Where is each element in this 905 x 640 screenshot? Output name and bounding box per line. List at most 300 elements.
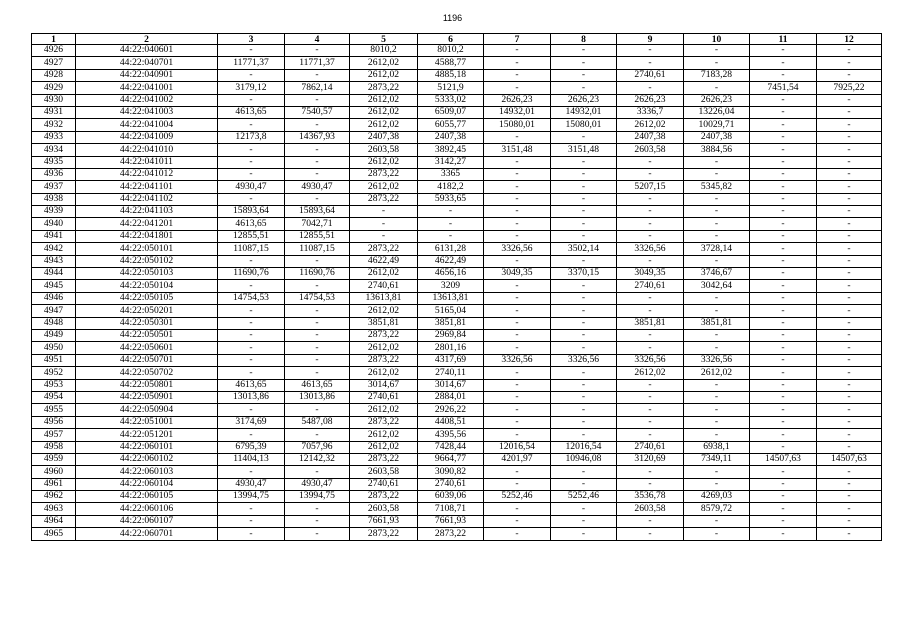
value-cell: - xyxy=(617,305,684,317)
value-cell: - xyxy=(285,354,350,366)
value-cell: 2873,22 xyxy=(350,329,418,341)
value-cell: - xyxy=(484,69,551,81)
cadastral-code-cell: 44:22:060101 xyxy=(76,441,218,453)
cadastral-code-cell: 44:22:041001 xyxy=(76,82,218,94)
table-row xyxy=(32,106,882,118)
value-cell: 15893,64 xyxy=(285,206,350,218)
value-cell: 3151,48 xyxy=(484,144,551,156)
cadastral-code-cell: 44:22:041009 xyxy=(76,131,218,143)
value-cell: 11404,13 xyxy=(218,453,285,465)
value-cell: - xyxy=(684,156,750,168)
value-cell: - xyxy=(350,206,418,218)
column-header-7: 7 xyxy=(484,34,551,45)
column-header-6: 6 xyxy=(418,34,484,45)
value-cell: 4613,65 xyxy=(218,218,285,230)
value-cell: - xyxy=(551,367,617,379)
value-cell: 4269,03 xyxy=(684,491,750,503)
row-number-cell: 4926 xyxy=(32,45,76,57)
value-cell: - xyxy=(750,69,817,81)
row-number-cell: 4961 xyxy=(32,478,76,490)
cadastral-code-cell: 44:22:050201 xyxy=(76,305,218,317)
table-row xyxy=(32,453,882,465)
value-cell: 3042,64 xyxy=(684,280,750,292)
row-number-cell: 4964 xyxy=(32,515,76,527)
value-cell: - xyxy=(617,193,684,205)
value-cell: - xyxy=(750,429,817,441)
value-cell: 6938,1 xyxy=(684,441,750,453)
value-cell: 5333,02 xyxy=(418,94,484,106)
value-cell: 13226,04 xyxy=(684,106,750,118)
value-cell: 2407,38 xyxy=(350,131,418,143)
value-cell: - xyxy=(551,131,617,143)
value-cell: - xyxy=(551,416,617,428)
value-cell: - xyxy=(285,255,350,267)
table-row xyxy=(32,528,882,540)
value-cell: - xyxy=(218,329,285,341)
value-cell: - xyxy=(484,503,551,515)
cadastral-code-cell: 44:22:050901 xyxy=(76,391,218,403)
value-cell: 2612,02 xyxy=(617,367,684,379)
value-cell: - xyxy=(617,478,684,490)
value-cell: 5252,46 xyxy=(484,491,551,503)
value-cell: 4930,47 xyxy=(285,478,350,490)
value-cell: - xyxy=(750,119,817,131)
value-cell: - xyxy=(684,82,750,94)
value-cell: - xyxy=(285,404,350,416)
table-row xyxy=(32,466,882,478)
value-cell: 2603,58 xyxy=(350,466,418,478)
value-cell: - xyxy=(285,69,350,81)
value-cell: - xyxy=(750,57,817,69)
value-cell: - xyxy=(817,94,882,106)
value-cell: - xyxy=(817,528,882,540)
value-cell: 8010,2 xyxy=(350,45,418,57)
value-cell: 7661,93 xyxy=(350,515,418,527)
table-body xyxy=(32,45,882,541)
value-cell: - xyxy=(484,416,551,428)
column-header-8: 8 xyxy=(551,34,617,45)
value-cell: - xyxy=(617,156,684,168)
table-row xyxy=(32,280,882,292)
value-cell: - xyxy=(551,391,617,403)
value-cell: - xyxy=(684,305,750,317)
value-cell: 2407,38 xyxy=(418,131,484,143)
value-cell: - xyxy=(484,193,551,205)
row-number-cell: 4951 xyxy=(32,354,76,366)
table-row xyxy=(32,491,882,503)
value-cell: 2612,02 xyxy=(350,342,418,354)
value-cell: 10946,08 xyxy=(551,453,617,465)
row-number-cell: 4928 xyxy=(32,69,76,81)
value-cell: 7540,57 xyxy=(285,106,350,118)
value-cell: 12173,8 xyxy=(218,131,285,143)
value-cell: 13613,81 xyxy=(418,292,484,304)
value-cell: - xyxy=(350,230,418,242)
value-cell: - xyxy=(617,57,684,69)
value-cell: - xyxy=(750,379,817,391)
value-cell: - xyxy=(285,45,350,57)
table-row xyxy=(32,292,882,304)
cadastral-code-cell: 44:22:050301 xyxy=(76,317,218,329)
value-cell: 3851,81 xyxy=(684,317,750,329)
value-cell: - xyxy=(551,156,617,168)
cadastral-code-cell: 44:22:040901 xyxy=(76,69,218,81)
value-cell: - xyxy=(684,379,750,391)
value-cell: - xyxy=(218,119,285,131)
value-cell: 11690,76 xyxy=(285,268,350,280)
value-cell: 3728,14 xyxy=(684,243,750,255)
value-cell: 13994,75 xyxy=(285,491,350,503)
value-cell: - xyxy=(750,317,817,329)
row-number-cell: 4927 xyxy=(32,57,76,69)
cadastral-code-cell: 44:22:041002 xyxy=(76,94,218,106)
value-cell: 2884,01 xyxy=(418,391,484,403)
value-cell: - xyxy=(551,329,617,341)
value-cell: 7428,44 xyxy=(418,441,484,453)
value-cell: 3174,69 xyxy=(218,416,285,428)
value-cell: 3336,7 xyxy=(617,106,684,118)
value-cell: 2612,02 xyxy=(350,305,418,317)
value-cell: 11087,15 xyxy=(285,243,350,255)
table-row xyxy=(32,131,882,143)
table-row xyxy=(32,69,882,81)
value-cell: 7183,28 xyxy=(684,69,750,81)
value-cell: 10029,71 xyxy=(684,119,750,131)
cadastral-code-cell: 44:22:041201 xyxy=(76,218,218,230)
row-number-cell: 4956 xyxy=(32,416,76,428)
value-cell: - xyxy=(218,94,285,106)
value-cell: 4930,47 xyxy=(285,181,350,193)
value-cell: 15080,01 xyxy=(484,119,551,131)
value-cell: 3851,81 xyxy=(350,317,418,329)
value-cell: 15893,64 xyxy=(218,206,285,218)
value-cell: 4317,69 xyxy=(418,354,484,366)
table-row xyxy=(32,168,882,180)
value-cell: - xyxy=(750,292,817,304)
value-cell: 2603,58 xyxy=(350,503,418,515)
value-cell: 2873,22 xyxy=(350,416,418,428)
value-cell: - xyxy=(551,45,617,57)
table-row xyxy=(32,503,882,515)
table-row xyxy=(32,404,882,416)
column-header-9: 9 xyxy=(617,34,684,45)
value-cell: 3851,81 xyxy=(418,317,484,329)
value-cell: - xyxy=(817,57,882,69)
value-cell: - xyxy=(750,243,817,255)
value-cell: 3326,56 xyxy=(684,354,750,366)
value-cell: 2612,02 xyxy=(350,57,418,69)
value-cell: - xyxy=(617,528,684,540)
value-cell: 2612,02 xyxy=(617,119,684,131)
value-cell: - xyxy=(551,230,617,242)
row-number-cell: 4947 xyxy=(32,305,76,317)
value-cell: - xyxy=(484,404,551,416)
value-cell: 2740,61 xyxy=(617,441,684,453)
value-cell: - xyxy=(484,391,551,403)
value-cell: - xyxy=(750,193,817,205)
value-cell: - xyxy=(484,342,551,354)
value-cell: 2873,22 xyxy=(350,193,418,205)
value-cell: - xyxy=(617,206,684,218)
page-number: 1196 xyxy=(442,13,463,23)
table-row xyxy=(32,255,882,267)
value-cell: - xyxy=(285,503,350,515)
cadastral-code-cell: 44:22:060102 xyxy=(76,453,218,465)
tariff-table xyxy=(31,33,882,541)
value-cell: 11690,76 xyxy=(218,268,285,280)
row-number-cell: 4932 xyxy=(32,119,76,131)
value-cell: - xyxy=(817,317,882,329)
row-number-cell: 4944 xyxy=(32,268,76,280)
value-cell: 14507,63 xyxy=(750,453,817,465)
cadastral-code-cell: 44:22:041102 xyxy=(76,193,218,205)
value-cell: - xyxy=(750,255,817,267)
value-cell: - xyxy=(484,181,551,193)
value-cell: 2626,23 xyxy=(484,94,551,106)
cadastral-code-cell: 44:22:050601 xyxy=(76,342,218,354)
column-header-5: 5 xyxy=(350,34,418,45)
value-cell: - xyxy=(817,144,882,156)
value-cell: 3142,27 xyxy=(418,156,484,168)
value-cell: - xyxy=(285,168,350,180)
value-cell: - xyxy=(750,478,817,490)
value-cell: - xyxy=(617,379,684,391)
value-cell: - xyxy=(285,280,350,292)
value-cell: 4930,47 xyxy=(218,181,285,193)
value-cell: - xyxy=(684,404,750,416)
value-cell: - xyxy=(684,342,750,354)
value-cell: - xyxy=(817,367,882,379)
value-cell: 3365 xyxy=(418,168,484,180)
table-row xyxy=(32,45,882,57)
cadastral-code-cell: 44:22:050101 xyxy=(76,243,218,255)
value-cell: - xyxy=(285,305,350,317)
value-cell: 4656,16 xyxy=(418,268,484,280)
cadastral-code-cell: 44:22:060107 xyxy=(76,515,218,527)
value-cell: - xyxy=(484,168,551,180)
value-cell: 4622,49 xyxy=(418,255,484,267)
value-cell: - xyxy=(218,466,285,478)
value-cell: - xyxy=(484,367,551,379)
value-cell: - xyxy=(285,367,350,379)
value-cell: 3014,67 xyxy=(418,379,484,391)
value-cell: 2612,02 xyxy=(350,106,418,118)
row-number-cell: 4935 xyxy=(32,156,76,168)
value-cell: 2612,02 xyxy=(350,69,418,81)
cadastral-code-cell: 44:22:050102 xyxy=(76,255,218,267)
value-cell: 4613,65 xyxy=(218,106,285,118)
value-cell: - xyxy=(484,305,551,317)
value-cell: 3090,82 xyxy=(418,466,484,478)
value-cell: - xyxy=(218,367,285,379)
value-cell: - xyxy=(218,342,285,354)
table-row xyxy=(32,156,882,168)
value-cell: - xyxy=(684,255,750,267)
value-cell: - xyxy=(551,57,617,69)
value-cell: - xyxy=(484,317,551,329)
value-cell: 2873,22 xyxy=(350,354,418,366)
value-cell: 2603,58 xyxy=(617,144,684,156)
value-cell: 4613,65 xyxy=(285,379,350,391)
tariff-table-container xyxy=(31,33,881,541)
value-cell: 5165,04 xyxy=(418,305,484,317)
value-cell: 2740,61 xyxy=(418,478,484,490)
value-cell: - xyxy=(218,515,285,527)
value-cell: - xyxy=(750,181,817,193)
cadastral-code-cell: 44:22:051001 xyxy=(76,416,218,428)
value-cell: - xyxy=(484,515,551,527)
value-cell: 3746,67 xyxy=(684,268,750,280)
cadastral-code-cell: 44:22:050801 xyxy=(76,379,218,391)
table-row xyxy=(32,478,882,490)
value-cell: - xyxy=(218,429,285,441)
value-cell: - xyxy=(551,478,617,490)
value-cell: - xyxy=(617,429,684,441)
value-cell: - xyxy=(285,329,350,341)
value-cell: - xyxy=(285,193,350,205)
value-cell: 14932,01 xyxy=(551,106,617,118)
value-cell: - xyxy=(817,292,882,304)
row-number-cell: 4948 xyxy=(32,317,76,329)
value-cell: - xyxy=(551,181,617,193)
cadastral-code-cell: 44:22:041801 xyxy=(76,230,218,242)
value-cell: - xyxy=(817,119,882,131)
cadastral-code-cell: 44:22:040601 xyxy=(76,45,218,57)
table-row xyxy=(32,354,882,366)
value-cell: - xyxy=(218,305,285,317)
table-row xyxy=(32,82,882,94)
table-row xyxy=(32,243,882,255)
value-cell: - xyxy=(551,255,617,267)
value-cell: - xyxy=(484,466,551,478)
value-cell: 3326,56 xyxy=(617,243,684,255)
value-cell: - xyxy=(484,57,551,69)
cadastral-code-cell: 44:22:050103 xyxy=(76,268,218,280)
value-cell: - xyxy=(817,181,882,193)
value-cell: - xyxy=(285,144,350,156)
value-cell: 2407,38 xyxy=(684,131,750,143)
table-row xyxy=(32,429,882,441)
value-cell: 2740,61 xyxy=(350,280,418,292)
value-cell: - xyxy=(285,466,350,478)
value-cell: - xyxy=(617,292,684,304)
value-cell: 2740,61 xyxy=(350,391,418,403)
value-cell: 7108,71 xyxy=(418,503,484,515)
value-cell: 3209 xyxy=(418,280,484,292)
table-row xyxy=(32,329,882,341)
row-number-cell: 4936 xyxy=(32,168,76,180)
row-number-cell: 4941 xyxy=(32,230,76,242)
value-cell: - xyxy=(817,404,882,416)
value-cell: - xyxy=(617,230,684,242)
value-cell: - xyxy=(551,292,617,304)
value-cell: - xyxy=(484,478,551,490)
cadastral-code-cell: 44:22:060701 xyxy=(76,528,218,540)
value-cell: 13013,86 xyxy=(285,391,350,403)
row-number-cell: 4930 xyxy=(32,94,76,106)
value-cell: 3502,14 xyxy=(551,243,617,255)
value-cell: - xyxy=(617,404,684,416)
value-cell: - xyxy=(817,268,882,280)
table-row xyxy=(32,144,882,156)
value-cell: - xyxy=(750,491,817,503)
value-cell: - xyxy=(551,466,617,478)
value-cell: 2969,84 xyxy=(418,329,484,341)
value-cell: 2603,58 xyxy=(617,503,684,515)
table-row xyxy=(32,181,882,193)
row-number-cell: 4957 xyxy=(32,429,76,441)
value-cell: 7862,14 xyxy=(285,82,350,94)
value-cell: - xyxy=(551,82,617,94)
value-cell: - xyxy=(551,305,617,317)
row-number-cell: 4950 xyxy=(32,342,76,354)
value-cell: - xyxy=(750,131,817,143)
value-cell: - xyxy=(817,131,882,143)
value-cell: 3014,67 xyxy=(350,379,418,391)
value-cell: - xyxy=(817,106,882,118)
value-cell: 3179,12 xyxy=(218,82,285,94)
value-cell: 5252,46 xyxy=(551,491,617,503)
value-cell: - xyxy=(551,503,617,515)
value-cell: 2612,02 xyxy=(350,156,418,168)
value-cell: 13013,86 xyxy=(218,391,285,403)
value-cell: - xyxy=(817,218,882,230)
value-cell: - xyxy=(750,342,817,354)
value-cell: 7349,11 xyxy=(684,453,750,465)
table-row xyxy=(32,193,882,205)
cadastral-code-cell: 44:22:050904 xyxy=(76,404,218,416)
value-cell: - xyxy=(817,193,882,205)
row-number-cell: 4938 xyxy=(32,193,76,205)
value-cell: - xyxy=(218,354,285,366)
value-cell: - xyxy=(418,218,484,230)
value-cell: 7057,96 xyxy=(285,441,350,453)
value-cell: 8010,2 xyxy=(418,45,484,57)
column-header-3: 3 xyxy=(218,34,285,45)
value-cell: 2740,61 xyxy=(350,478,418,490)
value-cell: 4930,47 xyxy=(218,478,285,490)
value-cell: - xyxy=(817,503,882,515)
cadastral-code-cell: 44:22:040701 xyxy=(76,57,218,69)
value-cell: - xyxy=(750,206,817,218)
value-cell: 7042,71 xyxy=(285,218,350,230)
value-cell: - xyxy=(285,317,350,329)
value-cell: - xyxy=(817,466,882,478)
value-cell: - xyxy=(750,391,817,403)
value-cell: 3151,48 xyxy=(551,144,617,156)
value-cell: 3120,69 xyxy=(617,453,684,465)
value-cell: - xyxy=(817,45,882,57)
value-cell: 13994,75 xyxy=(218,491,285,503)
value-cell: 2801,16 xyxy=(418,342,484,354)
value-cell: 14507,63 xyxy=(817,453,882,465)
value-cell: - xyxy=(218,404,285,416)
value-cell: - xyxy=(750,466,817,478)
value-cell: - xyxy=(484,230,551,242)
value-cell: 2612,02 xyxy=(350,94,418,106)
value-cell: - xyxy=(750,528,817,540)
value-cell: 4182,2 xyxy=(418,181,484,193)
table-row xyxy=(32,119,882,131)
value-cell: - xyxy=(750,441,817,453)
value-cell: 12016,54 xyxy=(484,441,551,453)
row-number-cell: 4933 xyxy=(32,131,76,143)
value-cell: - xyxy=(684,329,750,341)
value-cell: - xyxy=(285,156,350,168)
value-cell: 2612,02 xyxy=(350,404,418,416)
value-cell: - xyxy=(551,515,617,527)
value-cell: - xyxy=(484,206,551,218)
